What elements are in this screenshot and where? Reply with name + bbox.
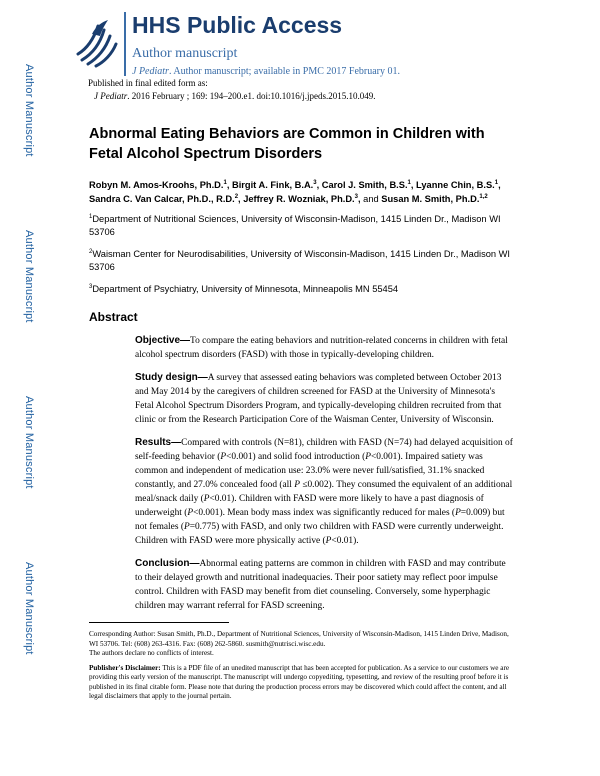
- sidebar-label-text: Author Manuscript: [23, 396, 35, 489]
- author-name: Birgit A. Fink, B.A.: [231, 180, 314, 190]
- published-in: [88, 77, 375, 103]
- header-citation-rest: . Author manuscript; available in PMC 2017 February 01.: [168, 66, 401, 77]
- author-sup: 1: [223, 179, 227, 186]
- p-symbol: P: [455, 508, 461, 518]
- objective-label: Objective—: [135, 335, 191, 346]
- p-symbol: P: [294, 480, 300, 490]
- disclaimer-text: This is a PDF file of an unedited manuscript that has been accepted for publication. As a service to our customers we are providing this early version of the manuscript. The manuscript will undergo copyediting, typesetting, and review of the resulting proof before it is published in its final citable form. Please note that during the production process errors may be discovered which could affect the content, and all legal disclaimers that apply to the journal pertain.: [89, 663, 510, 700]
- results-text: <0.001). Impaired satiety was common and independent of medication use: 23.0% were never full/satisfied, 31.1% snacked constantly, and 27.0% concealed food (all: [135, 452, 485, 490]
- author-name: Jeffrey R. Wozniak, Ph.D.: [243, 194, 355, 204]
- header-title: HHS Public Access: [132, 12, 343, 38]
- p-symbol: P: [183, 522, 190, 532]
- published-line: Published in final edited form as:: [88, 78, 208, 88]
- author: [416, 180, 498, 190]
- hhs-eagle-logo-icon: [72, 8, 120, 72]
- abstract-design: [135, 371, 514, 427]
- affiliation: [89, 248, 514, 274]
- header-citation: [132, 66, 400, 77]
- sidebar-label: [17, 230, 37, 350]
- author-sup: 3: [313, 179, 317, 186]
- sidebar-label: [17, 64, 37, 184]
- results-text: =0.775) with FASD, and only two children with FASD were currently underweight. Children with FASD were more physically active (: [135, 522, 504, 546]
- author-name: Carol J. Smith, B.S.: [321, 180, 408, 190]
- affiliation-sup: 1: [89, 213, 93, 220]
- author-manuscript-sidebar: [0, 0, 50, 776]
- sidebar-label: [17, 562, 37, 682]
- p-symbol: P: [220, 452, 227, 462]
- affiliation-text: Department of Nutritional Sciences, University of Wisconsin-Madison, 1415 Linden Dr., Madison WI 53706: [89, 214, 501, 237]
- p-symbol: P: [365, 452, 371, 462]
- author: [381, 194, 488, 204]
- hhs-header: [72, 8, 572, 83]
- affiliation: [89, 213, 514, 239]
- author-name: Lyanne Chin, B.S.: [416, 180, 495, 190]
- sidebar-label-text: Author Manuscript: [23, 230, 35, 323]
- affiliation-text: Waisman Center for Neurodisabilities, University of Wisconsin-Madison, 1415 Linden Dr., Madison WI 53706: [89, 249, 511, 272]
- author-sup: 2: [234, 193, 239, 200]
- results-text: <0.01).: [331, 536, 359, 546]
- results-text: <0.01). Children with FASD were more likely to have a past diagnosis of underweight (: [135, 494, 484, 518]
- author-sup: 1,2: [479, 193, 488, 200]
- disclaimer-label: Publisher's Disclaimer:: [89, 663, 161, 672]
- author-list: Robyn M. Amos-Kroohs, Ph.D.$^1$, Birgit A. Fink, B.A.$^3$, Carol J. Smith, B.S.$^1$, Lyanne Chin, B.S.$^1$, Sandra C. Van Calcar, Ph.D., R.D.$^2$, Jeffrey R. Wozniak, Ph.D.$^3$, and Susan M. Smith, Ph.D.$^{1,2}$: [89, 179, 501, 204]
- affiliation: [89, 283, 514, 296]
- objective-text: To compare the eating behaviors and nutrition-related concerns in children with fetal alcohol spectrum disorders (FASD) with those in typically-developing children.: [135, 336, 508, 360]
- design-label: Study design—: [135, 372, 208, 383]
- results-text: Compared with controls (N=81), children with FASD (N=74) had delayed acquisition of self-feeding behavior (: [135, 438, 513, 462]
- p-symbol: P: [187, 508, 194, 518]
- p-symbol: P: [203, 494, 210, 504]
- results-text: ≤0.002). They consumed the equivalent of an additional meal/snack daily (: [135, 480, 513, 504]
- article-content: [89, 124, 514, 622]
- abstract-conclusion: [135, 557, 514, 613]
- author-sup: 1: [494, 179, 499, 186]
- abstract-objective: [135, 334, 514, 362]
- author: [89, 180, 227, 190]
- author-name: Robyn M. Amos-Kroohs, Ph.D.: [89, 180, 224, 190]
- results-text: <0.001). Mean body mass index was significantly reduced for males (: [193, 508, 456, 518]
- header-journal: J Pediatr: [132, 66, 169, 77]
- results-text: <0.001) and solid food introduction (: [226, 452, 366, 462]
- header-divider: [124, 12, 126, 76]
- conclusion-label: Conclusion—: [135, 558, 200, 569]
- abstract-heading: Abstract: [89, 310, 138, 324]
- published-details-line: [88, 90, 375, 103]
- sidebar-label: [17, 396, 37, 516]
- conflicts-text: The authors declare no conflicts of interest.: [89, 649, 214, 657]
- footnotes: [89, 630, 514, 707]
- published-details: . 2016 February ; 169: 194–200.e1. doi:10.1016/j.jpeds.2015.10.049.: [127, 91, 376, 101]
- article-title: Abnormal Eating Behaviors are Common in Children with Fetal Alcohol Spectrum Disorders: [89, 126, 485, 162]
- and-word: and: [363, 194, 379, 204]
- author-name: Susan M. Smith, Ph.D.: [381, 194, 480, 204]
- p-symbol: P: [325, 536, 332, 546]
- author: [89, 194, 238, 204]
- author-sup: 1: [407, 179, 411, 186]
- affiliation-sup: 3: [89, 283, 93, 290]
- corresponding-text: Corresponding Author: Susan Smith, Ph.D., Department of Nutritional Sciences, University of Wisconsin-Madison, 1415 Linden Drive, Madison, WI 53706. Tel: (608) 263-4316. Fax: (608) 262-5860. susmith@nutrisci.wisc.edu.: [89, 630, 509, 648]
- author-name: Sandra C. Van Calcar, Ph.D., R.D.: [89, 194, 235, 204]
- results-text: =0.009) but not females (: [135, 508, 505, 532]
- author: [243, 194, 358, 204]
- sidebar-label-text: Author Manuscript: [23, 64, 35, 157]
- author: [322, 180, 411, 190]
- publisher-disclaimer: [89, 664, 514, 702]
- published-journal: J Pediatr: [94, 91, 128, 101]
- design-text: A survey that assessed eating behaviors was completed between October 2013 and May 2014 by the caregivers of children screened for FASD at the University of Minnesota's Fetal Alcohol Spectrum Disorders Program, and typically-developing children recruited from that clinic or from the Research Participation Core of the Waisman Center, University of Wisconsin.: [135, 373, 502, 425]
- conclusion-text: Abnormal eating patterns are common in children with FASD and may contribute to their delayed growth and nutritional inadequacies. Their poor satiety may reflect poor impulse control. Children with FASD may benefit from diet counseling. Conversely, some hyperphagic children may warrant referral for FASD screening.: [135, 559, 506, 611]
- author-sup: 3: [354, 193, 358, 200]
- header-subtitle: Author manuscript: [132, 46, 238, 61]
- sidebar-label-text: Author Manuscript: [23, 562, 35, 655]
- corresponding-author: [89, 630, 514, 659]
- affiliation-text: Department of Psychiatry, University of Minnesota, Minneapolis MN 55454: [92, 284, 399, 294]
- affiliation-sup: 2: [89, 248, 93, 255]
- results-label: Results—: [135, 437, 182, 448]
- footnote-divider: [89, 622, 229, 623]
- author: [232, 180, 317, 190]
- abstract-results: [135, 436, 514, 548]
